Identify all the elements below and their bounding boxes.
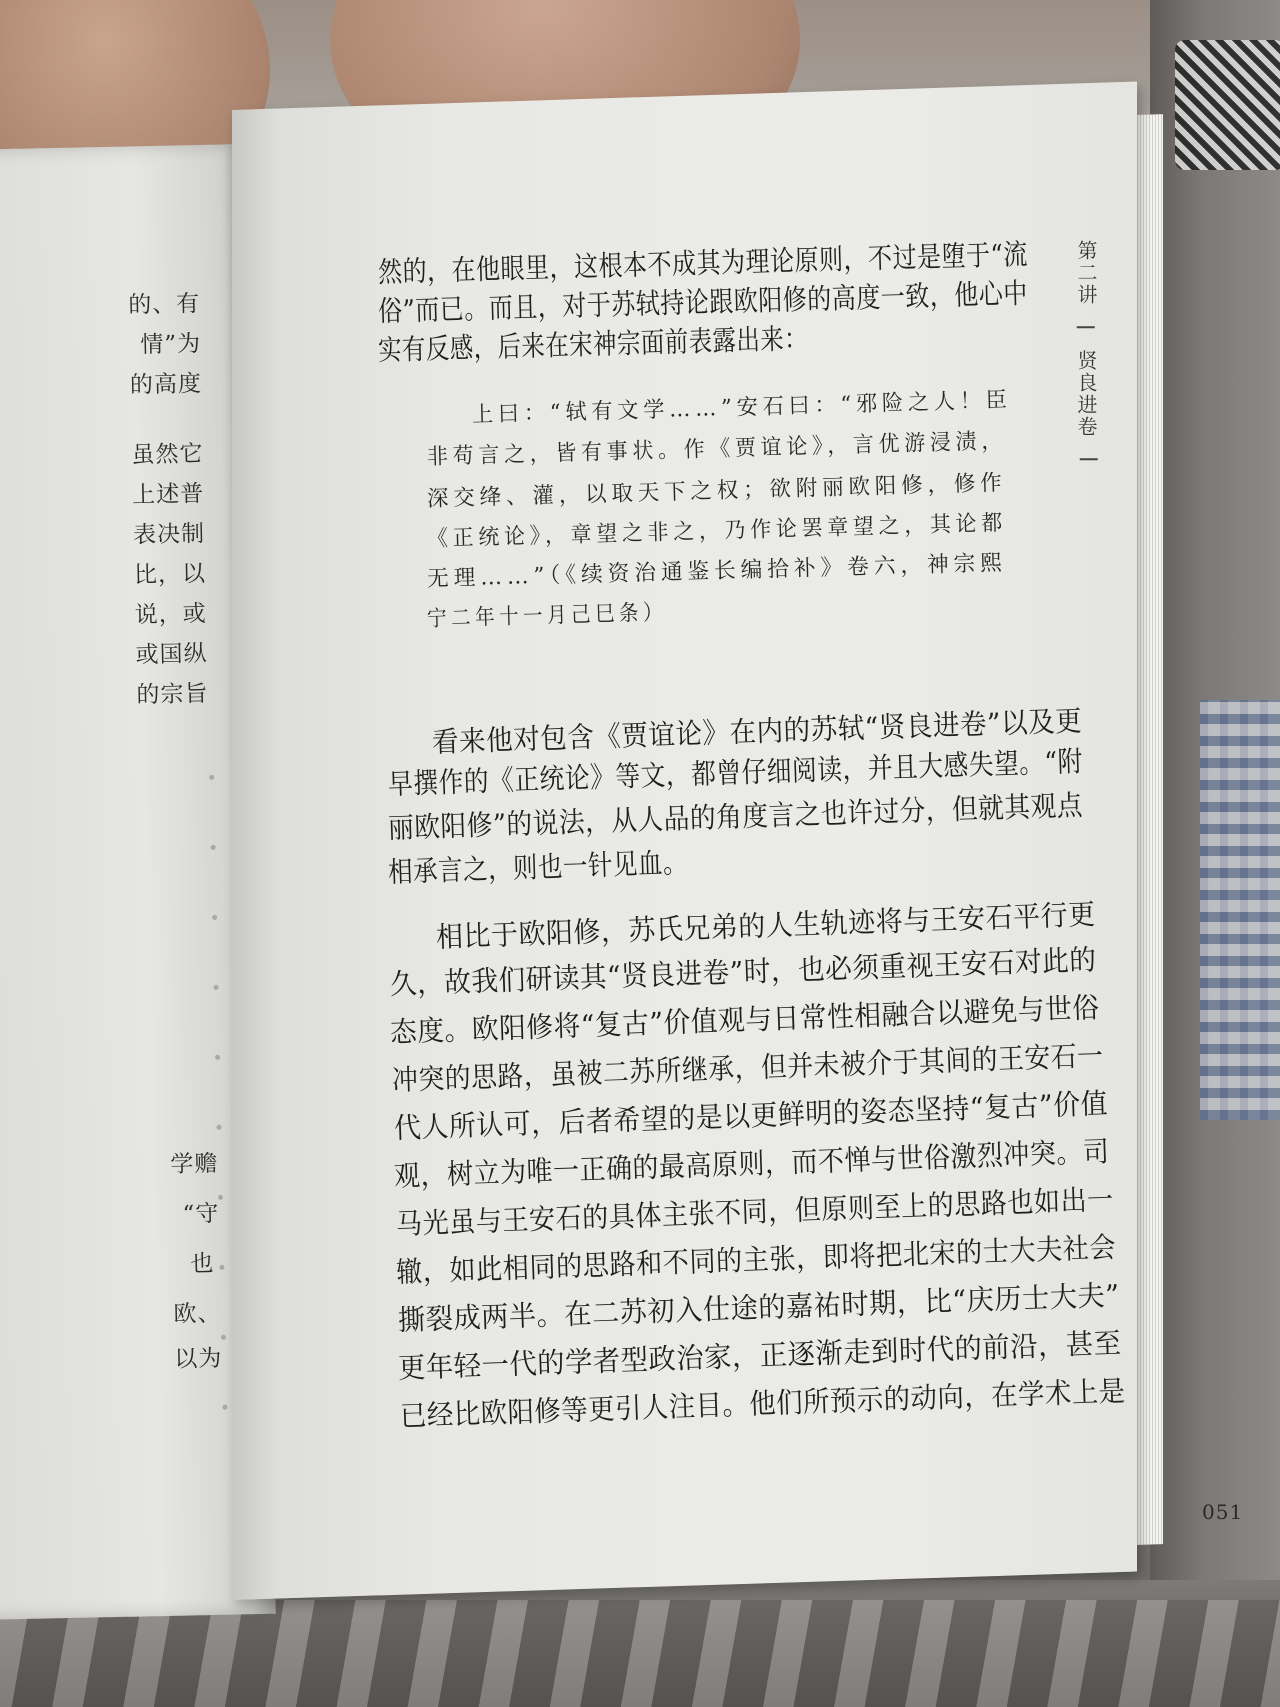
paragraph-line: 辙，如此相同的思路和不同的主张，即将把北宋的士大夫社会: [395, 1230, 1117, 1289]
opening-line: 实有反感，后来在宋神宗面前表露出来：: [377, 321, 809, 367]
running-header-title: 贤良进卷: [1074, 350, 1098, 438]
houndstooth-fabric: [1175, 40, 1280, 170]
paragraph-line: 相比于欧阳修，苏氏兄弟的人生轨迹将与王安石平行更: [435, 897, 1097, 954]
quote-line: 宁二年十一月己巳条）: [426, 600, 668, 632]
paragraph-line: 已经比欧阳修等更引人注目。他们所预示的动向，在学术上是: [399, 1374, 1127, 1433]
left-page-line: 或国纵: [135, 640, 208, 669]
opening-line: 然的，在他眼里，这根本不成其为理论原则，不过是堕于“流: [377, 237, 1029, 289]
paragraph-line: 早撰作的《正统论》等文，都曾仔细阅读，并且大感失望。“附: [387, 744, 1084, 801]
page-number-value: 051: [1202, 1500, 1244, 1524]
left-page-line: 以为: [174, 1345, 223, 1373]
left-page-line: 比，以: [133, 560, 207, 589]
binding-stitch: [212, 915, 217, 920]
binding-stitch: [209, 775, 214, 780]
left-page-line: “守: [182, 1200, 220, 1228]
paragraph-line: 观，树立为唯一正确的最高原则，而不惮与世俗激烈冲突。司: [393, 1135, 1110, 1193]
binding-stitch: [214, 985, 219, 990]
binding-stitch: [216, 1125, 221, 1130]
quote-line: 非苟言之，皆有事状。作《贾谊论》，言优游浸渍，: [426, 428, 1008, 470]
running-header-chapter: 第二讲: [1074, 240, 1098, 306]
page-edges: [1135, 114, 1163, 1545]
left-page-line: 的宗旨: [136, 680, 209, 709]
paragraph-line: 态度。欧阳修将“复古”价值观与日常性相融合以避免与世俗: [389, 991, 1101, 1049]
left-page-line: 上述普: [132, 480, 205, 509]
quote-line: 无理……”（《续资治通鉴长编拾补》卷六，神宗熙: [426, 550, 1008, 592]
paragraph-line: 久，故我们研读其“贤良进卷”时，也必须重视王安石对此的: [389, 943, 1098, 1001]
header-divider: [1077, 326, 1095, 328]
paragraph-line: 相承言之，则也一针见血。: [387, 846, 689, 889]
quote-line: 上曰：“轼有文学……”安石曰：“邪险之人！臣: [471, 387, 1013, 428]
paragraph-line: 代人所认可，后者希望的是以更鲜明的姿态坚持“复古”价值: [393, 1087, 1109, 1145]
binding-stitch: [218, 1195, 223, 1200]
paragraph-line: 丽欧阳修”的说法，从人品的角度言之也许过分，但就其观点: [387, 788, 1084, 845]
paragraph-line: 马光虽与王安石的具体主张不同，但原则至上的思路也如出一: [395, 1182, 1115, 1241]
left-page-line: 也: [190, 1250, 215, 1278]
binding-stitch: [211, 845, 216, 850]
left-page-line: 情”为: [140, 330, 202, 359]
binding-stitch: [219, 1265, 224, 1270]
left-page-line: 的、有: [128, 291, 201, 319]
binding-stitch: [221, 1335, 226, 1340]
paragraph-line: 撕裂成两半。在二苏初入仕途的嘉祐时期，比“庆历士大夫”: [397, 1278, 1121, 1337]
binding-stitch: [215, 1055, 220, 1060]
left-page-line: 表决制: [132, 520, 206, 549]
left-page-line: 学赡: [170, 1150, 219, 1178]
left-page-line: 说，或: [134, 600, 208, 629]
paragraph-line: 更年轻一代的学者型政治家，正逐渐走到时代的前沿，甚至: [397, 1326, 1123, 1385]
checked-fabric: [1200, 700, 1280, 1120]
quote-line: 《正统论》，章望之非之，乃作论罢章望之，其论都: [426, 510, 1008, 552]
left-page-line: 的高度: [129, 370, 203, 399]
opening-line: 俗”而已。而且，对于苏轼持论跟欧阳修的高度一致，他心中: [377, 276, 1029, 328]
header-divider: [1080, 458, 1098, 460]
left-page-line: 欧、: [173, 1300, 222, 1328]
paragraph-line: 冲突的思路，虽被二苏所继承，但并未被介于其间的王安石一: [391, 1039, 1104, 1097]
binding-stitch: [222, 1405, 227, 1410]
striped-fabric-bottom: [0, 1600, 1280, 1707]
paragraph-line: 看来他对包含《贾谊论》在内的苏轼“贤良进卷”以及更: [431, 704, 1083, 759]
quote-line: 深交绛、灌，以取天下之权；欲附丽欧阳修，修作: [426, 470, 1007, 512]
left-page-line: 虽然它: [131, 440, 204, 469]
